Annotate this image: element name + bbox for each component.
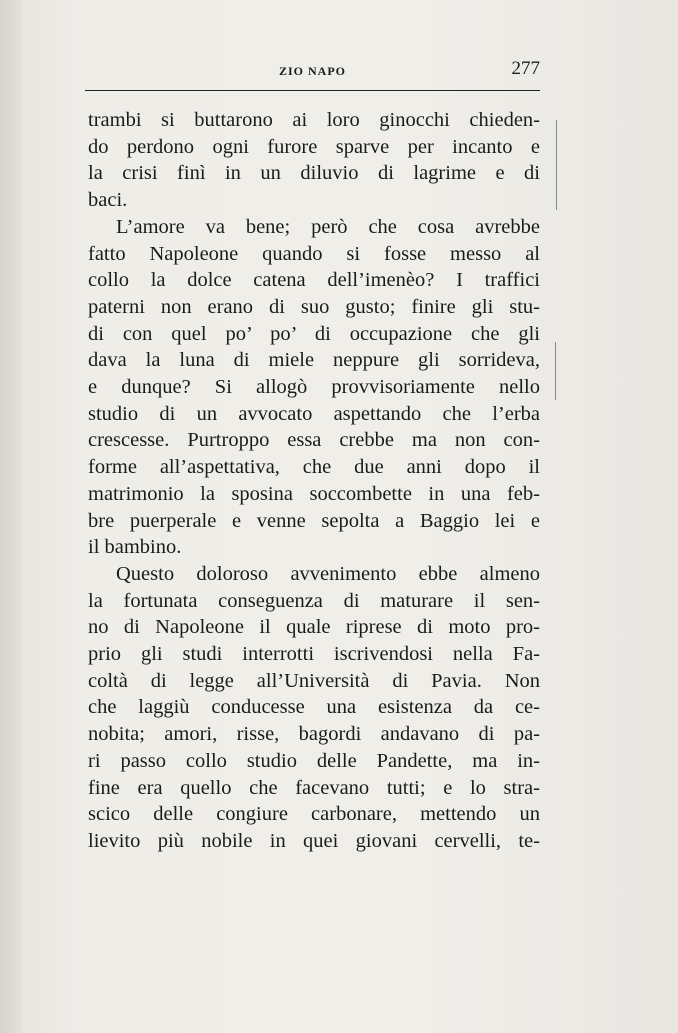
paragraph-3 xyxy=(88,561,540,855)
text-line: che laggiù conducesse una esistenza da ce- xyxy=(88,696,540,719)
text-line: la fortunata conseguenza di maturare il sen- xyxy=(88,589,540,612)
paragraph-2 xyxy=(88,214,540,561)
text-line: di con quel po’ po’ di occupazione che gli xyxy=(88,322,540,345)
paragraph-1 xyxy=(88,107,540,214)
text-line: no di Napoleone il quale riprese di moto pro- xyxy=(88,616,540,639)
text-line: lievito più nobile in quei giovani cervelli, te- xyxy=(88,829,540,852)
text-line: crescesse. Purtroppo essa crebbe ma non con- xyxy=(88,429,540,452)
text-line: nobita; amori, risse, bagordi andavano di pa- xyxy=(88,723,540,746)
body-text xyxy=(88,107,540,855)
text-line: baci. xyxy=(88,189,128,212)
text-line: prio gli studi interrotti iscrivendosi nella Fa- xyxy=(88,643,540,666)
text-line: fine era quello che facevano tutti; e lo stra- xyxy=(88,776,540,799)
text-line: do perdono ogni furore sparve per incanto e xyxy=(88,135,540,158)
text-line: studio di un avvocato aspettando che l’erba xyxy=(88,402,540,425)
text-line: scico delle congiure carbonare, mettendo un xyxy=(88,803,540,826)
text-line: coltà di legge all’Università di Pavia. Non xyxy=(88,669,540,692)
text-line: matrimonio la sposina soccombette in una feb- xyxy=(88,482,540,505)
margin-mark xyxy=(555,342,556,400)
text-line: forme all’aspettativa, che due anni dopo il xyxy=(88,456,540,479)
page-header xyxy=(85,58,540,82)
text-line: la crisi finì in un diluvio di lagrime e di xyxy=(88,162,540,185)
text-line: fatto Napoleone quando si fosse messo al xyxy=(88,242,540,265)
header-rule xyxy=(85,90,540,91)
text-line: ri passo collo studio delle Pandette, ma in- xyxy=(88,749,540,772)
text-line: bre puerperale e venne sepolta a Baggio lei e xyxy=(88,509,540,532)
text-line: dava la luna di miele neppure gli sorrideva, xyxy=(88,349,540,372)
text-line: Questo doloroso avvenimento ebbe almeno xyxy=(116,562,540,585)
text-line: il bambino. xyxy=(88,536,182,559)
text-line: paterni non erano di suo gusto; finire gli stu- xyxy=(88,295,540,318)
text-line: trambi si buttarono ai loro ginocchi chieden- xyxy=(88,109,540,131)
page-gutter-shadow xyxy=(0,0,22,1033)
margin-mark xyxy=(556,120,557,210)
text-line: L’amore va bene; però che cosa avrebbe xyxy=(116,215,540,238)
text-line: collo la dolce catena dell’imenèo? I traffici xyxy=(88,269,540,292)
text-line: e dunque? Si allogò provvisoriamente nello xyxy=(88,376,540,399)
running-title: ZIO NAPO xyxy=(278,64,346,78)
page-number: 277 xyxy=(511,58,540,79)
